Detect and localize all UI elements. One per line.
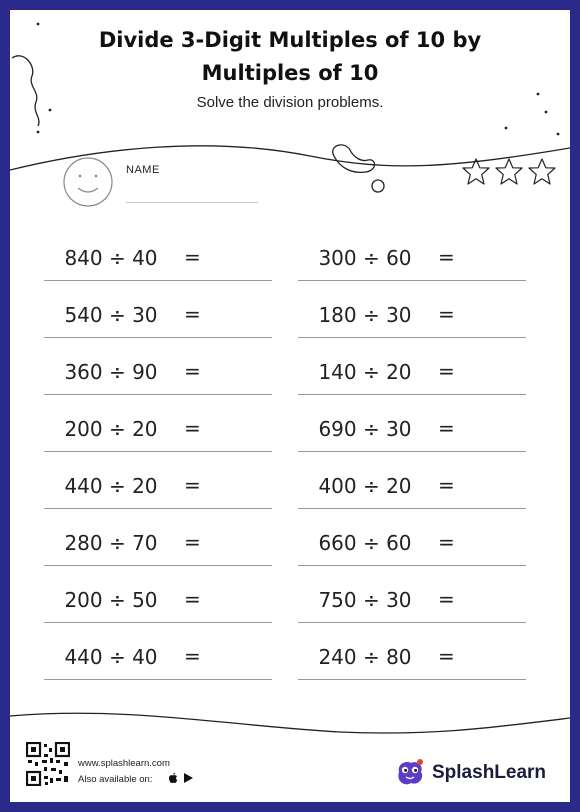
header-wave	[10, 146, 570, 170]
equals-sign: =	[184, 245, 201, 269]
problem-expression: 540 ÷ 30	[64, 303, 158, 327]
star-icon	[496, 159, 522, 184]
qr-code-icon	[26, 742, 70, 786]
problem-expression: 240 ÷ 80	[318, 645, 412, 669]
problem-expression: 200 ÷ 50	[64, 588, 158, 612]
sparkle-dot	[557, 133, 560, 136]
title-line-1: Divide 3-Digit Multiples of 10 by	[98, 28, 482, 52]
problem-expression: 400 ÷ 20	[318, 474, 412, 498]
equals-sign: =	[438, 530, 455, 554]
available-on-text: Also available on:	[78, 774, 153, 785]
website-link[interactable]: www.splashlearn.com	[78, 758, 170, 769]
problem-row[interactable]	[44, 574, 272, 623]
name-input-line[interactable]	[126, 202, 258, 203]
sparkle-dot	[505, 127, 508, 130]
problem-expression: 200 ÷ 20	[64, 417, 158, 441]
problem-row[interactable]	[44, 289, 272, 338]
equals-sign: =	[438, 644, 455, 668]
problem-row[interactable]	[298, 460, 526, 509]
problem-row[interactable]	[298, 403, 526, 452]
sparkle-dot	[545, 111, 548, 114]
problem-expression: 140 ÷ 20	[318, 360, 412, 384]
sparkle-dot	[37, 131, 40, 134]
problem-expression: 690 ÷ 30	[318, 417, 412, 441]
equals-sign: =	[184, 359, 201, 383]
brand-name: SplashLearn	[432, 762, 547, 783]
problem-row[interactable]	[298, 346, 526, 395]
equals-sign: =	[184, 587, 201, 611]
worksheet	[10, 10, 570, 802]
instruction-text: Solve the division problems.	[196, 94, 384, 111]
problem-expression: 660 ÷ 60	[318, 531, 412, 555]
splashlearn-logo-icon	[394, 758, 426, 788]
problem-expression: 440 ÷ 20	[64, 474, 158, 498]
problem-expression: 750 ÷ 30	[318, 588, 412, 612]
footer-wave	[10, 713, 570, 733]
equals-sign: =	[184, 644, 201, 668]
name-label: NAME	[126, 164, 160, 176]
star-icon	[529, 159, 555, 184]
equals-sign: =	[184, 302, 201, 326]
problem-expression: 300 ÷ 60	[318, 246, 412, 270]
problem-row[interactable]	[44, 631, 272, 680]
problem-row[interactable]	[44, 346, 272, 395]
equals-sign: =	[438, 473, 455, 497]
brand-logo	[394, 758, 546, 788]
equals-sign: =	[438, 302, 455, 326]
problem-row[interactable]	[44, 460, 272, 509]
problem-row[interactable]	[298, 574, 526, 623]
problem-row[interactable]	[44, 232, 272, 281]
problem-row[interactable]	[44, 403, 272, 452]
problem-row[interactable]	[298, 631, 526, 680]
apple-icon[interactable]	[169, 773, 177, 783]
equals-sign: =	[438, 416, 455, 440]
equals-sign: =	[438, 359, 455, 383]
problem-row[interactable]	[44, 517, 272, 566]
title-line-2: Multiples of 10	[201, 61, 379, 85]
worksheet-title	[10, 24, 570, 90]
problem-expression: 440 ÷ 40	[64, 645, 158, 669]
smiley-face-icon	[64, 158, 112, 206]
ring-decoration	[372, 180, 384, 192]
equals-sign: =	[184, 530, 201, 554]
problem-row[interactable]	[298, 289, 526, 338]
problem-expression: 180 ÷ 30	[318, 303, 412, 327]
store-icons	[167, 772, 197, 784]
problem-row[interactable]	[298, 517, 526, 566]
play-store-icon[interactable]	[184, 773, 193, 783]
problem-expression: 280 ÷ 70	[64, 531, 158, 555]
problem-row[interactable]	[298, 232, 526, 281]
problem-expression: 360 ÷ 90	[64, 360, 158, 384]
blob-decoration	[333, 145, 375, 173]
equals-sign: =	[438, 587, 455, 611]
equals-sign: =	[184, 473, 201, 497]
equals-sign: =	[438, 245, 455, 269]
problem-expression: 840 ÷ 40	[64, 246, 158, 270]
equals-sign: =	[184, 416, 201, 440]
